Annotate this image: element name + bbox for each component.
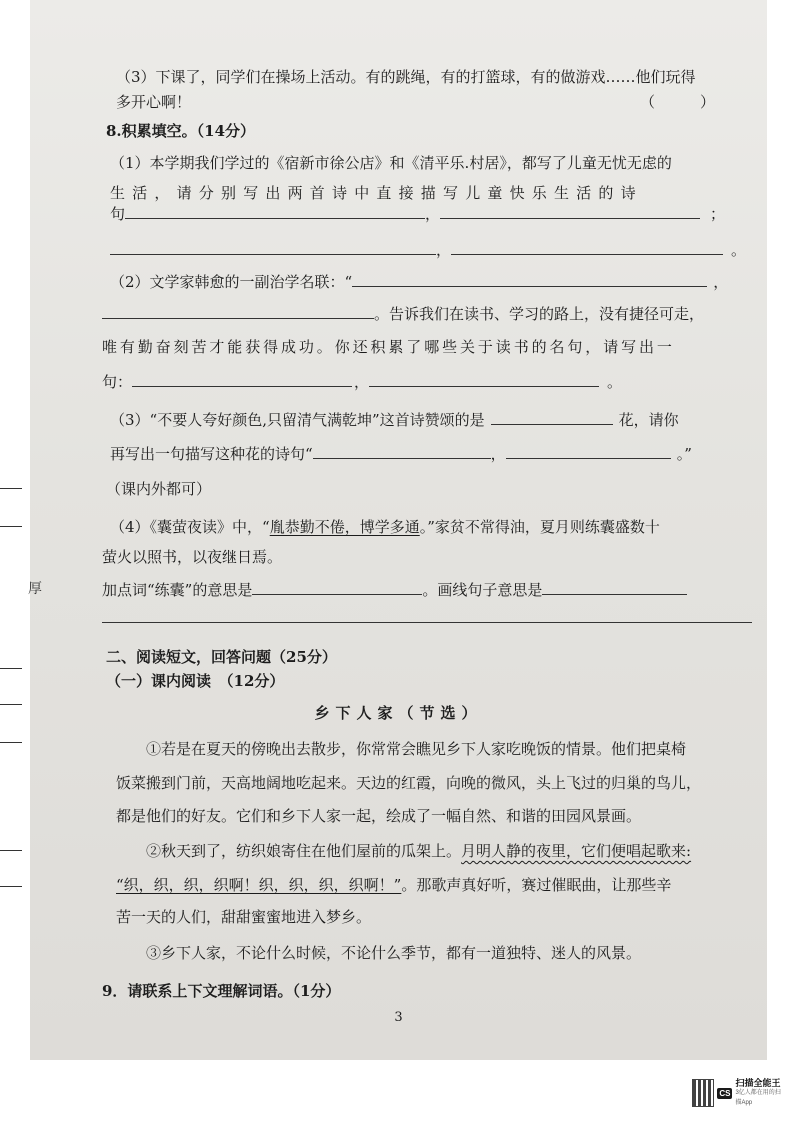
q8-4-line1-end: 。”家贫不常得油，夏月则练囊盛数十 — [419, 518, 660, 536]
margin-dash — [0, 668, 22, 669]
q7-3-answer-paren[interactable]: （ ） — [640, 93, 716, 111]
para2-line1 — [146, 840, 691, 862]
q8-3-blank-1[interactable] — [313, 442, 491, 459]
q8-4-underlined-sentence: 胤恭勤不倦，博学多通 — [269, 518, 420, 536]
q8-1-comma-1: ， — [425, 205, 441, 223]
q8-1-blank-4[interactable] — [451, 238, 723, 255]
q8-4-line3-a: 加点词“练囊”的意思是 — [102, 581, 253, 599]
q8-2-line1 — [110, 270, 728, 293]
q8-2-line2-end: 。告诉我们在读书、学习的路上，没有捷径可走， — [374, 305, 705, 323]
q8-1-blank-3[interactable] — [110, 238, 436, 255]
margin-dash — [0, 488, 22, 489]
q8-1-period: 。 — [731, 241, 747, 259]
q8-1-blank-1[interactable] — [125, 202, 425, 219]
q8-3-comma: ， — [490, 445, 506, 463]
q7-3-line2: 多开心啊！ — [116, 93, 192, 111]
q8-1-comma-2: ， — [436, 241, 452, 259]
q8-2-line4-start: 句： — [102, 373, 133, 391]
q8-4-line3-b: 。画线句子意思是 — [422, 581, 543, 599]
q8-4-blank-sentence-1[interactable] — [542, 578, 687, 595]
q8-3-line1-start: （3）“不要人夸好颜色,只留清气满乾坤”这首诗赞颂的是 — [110, 411, 485, 429]
q8-3-line2 — [110, 442, 692, 465]
q8-1-line3-start: 句 — [110, 205, 126, 223]
q8-4-blank-meaning[interactable] — [252, 578, 422, 595]
q8-3-line1 — [110, 408, 679, 431]
q8-2-blank-2[interactable] — [102, 302, 374, 319]
q9-heading: 9．请联系上下文理解词语。（1分） — [102, 982, 341, 1000]
margin-dash — [0, 742, 22, 743]
section2-subheading: （一）课内阅读 （12分） — [106, 672, 285, 690]
q8-2-line4 — [102, 370, 622, 393]
para1-line2: 饭菜搬到门前，天高地阔地吃起来。天边的红霞，向晚的微风，头上飞过的归巢的鸟儿， — [116, 774, 702, 792]
para2-wavy-sentence: 月明人静的夜里，它们便唱起歌来: — [461, 842, 692, 860]
q8-2-line2 — [102, 302, 704, 325]
q8-2-line3: 唯有勤奋刻苦才能获得成功。你还积累了哪些关于读书的名句，请写出一 — [102, 338, 675, 356]
scanner-watermark — [692, 1078, 784, 1108]
q8-2-blank-4[interactable] — [369, 370, 599, 387]
para2-line2-b: 。那歌声真好听，赛过催眠曲，让那些辛 — [401, 876, 672, 894]
q8-3-blank-flower[interactable] — [491, 408, 613, 425]
page-number: 3 — [394, 1010, 403, 1025]
q8-heading: 8.积累填空。（14分） — [106, 122, 256, 140]
q8-2-comma-2: ， — [354, 373, 370, 391]
section2-heading: 二、阅读短文，回答问题（25分） — [106, 648, 337, 666]
para2-underlined-sound: “织，织，织，织啊！织，织，织，织啊！” — [116, 876, 402, 894]
q8-3-line2-start: 再写出一句描写这种花的诗句“ — [110, 445, 313, 463]
passage-title: 乡下人家（节选） — [314, 704, 483, 722]
q8-1-semicolon: ； — [710, 205, 726, 223]
para2-line1-a: ②秋天到了，纺织娘寄住在他们屋前的瓜架上。 — [146, 842, 462, 860]
q8-4-blank-sentence-2[interactable] — [102, 606, 752, 623]
exam-page — [30, 0, 767, 1060]
scanner-slogan: 3亿人都在用的扫描App — [735, 1090, 781, 1106]
margin-dash — [0, 704, 22, 705]
margin-dash — [0, 850, 22, 851]
qr-code-icon — [692, 1079, 714, 1107]
q7-3-line1: （3）下课了，同学们在操场上活动。有的跳绳，有的打篮球，有的做游戏……他们玩得 — [116, 68, 696, 86]
margin-char: 厚 — [28, 581, 42, 597]
para1-line1: ①若是在夏天的傍晚出去散步，你常常会瞧见乡下人家吃晚饭的情景。他们把桌椅 — [146, 740, 687, 758]
q8-4-line1 — [110, 516, 660, 538]
q8-1-line2: 生活，请分别写出两首诗中直接描写儿童快乐生活的诗 — [110, 184, 643, 202]
para2-line3: 苦一天的人们，甜甜蜜蜜地进入梦乡。 — [116, 908, 372, 926]
q8-1-line3 — [110, 202, 725, 225]
q8-3-blank-2[interactable] — [506, 442, 671, 459]
margin-dash — [0, 886, 22, 887]
scanner-logo-icon: CS — [719, 1088, 731, 1098]
para2-line2 — [116, 874, 671, 896]
q8-3-line2-end: 。” — [676, 445, 692, 463]
q8-4-line1-start: （4）《囊萤夜读》中，“ — [110, 518, 270, 536]
q8-1-blank-2[interactable] — [440, 202, 700, 219]
para1-line3: 都是他们的好友。它们和乡下人家一起，绘成了一幅自然、和谐的田园风景画。 — [116, 807, 642, 825]
q8-2-period: 。 — [607, 373, 623, 391]
scanner-text — [735, 1078, 784, 1108]
q8-1-line1: （1）本学期我们学过的《宿新市徐公店》和《清平乐.村居》，都写了儿童无忧无虑的 — [110, 154, 672, 172]
q8-2-comma-1: ， — [713, 273, 729, 291]
q8-2-line1-start: （2）文学家韩愈的一副治学名联：“ — [110, 273, 353, 291]
q8-1-line4 — [110, 238, 746, 261]
scanner-name: 扫描全能王 — [735, 1078, 781, 1088]
q8-3-line3: （课内外都可） — [106, 480, 212, 498]
q8-2-blank-1[interactable] — [352, 270, 707, 287]
q8-4-line3 — [102, 578, 687, 601]
q8-4-line4 — [102, 606, 752, 629]
q8-4-line2: 萤火以照书，以夜继日焉。 — [102, 548, 283, 566]
para3-line1: ③乡下人家，不论什么时候，不论什么季节，都有一道独特、迷人的风景。 — [146, 944, 642, 962]
margin-dash — [0, 526, 22, 527]
q8-2-blank-3[interactable] — [132, 370, 352, 387]
q8-3-line1-end: 花，请你 — [618, 411, 679, 429]
